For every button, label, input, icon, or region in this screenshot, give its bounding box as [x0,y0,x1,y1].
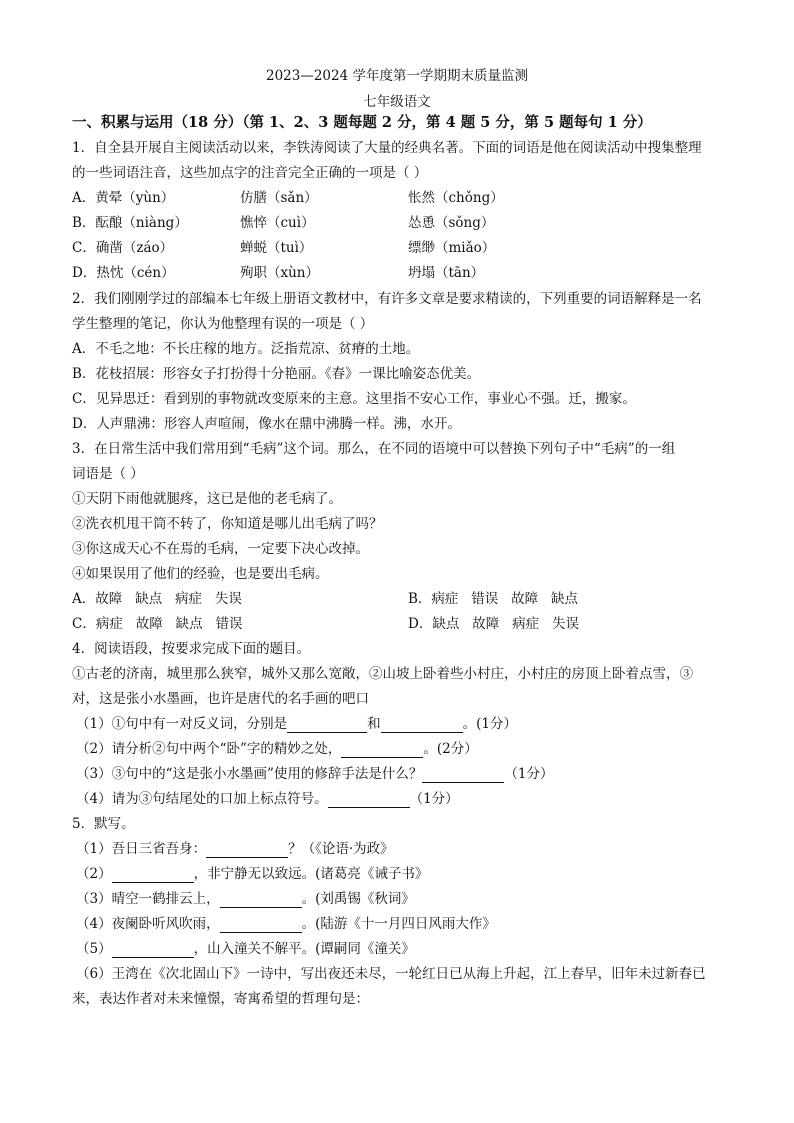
q5-item-4 [76,915,496,933]
q1-option-c-2: 蝉蜕（tuì） [240,240,313,256]
answer-blank[interactable] [206,843,288,858]
q3-option-d: D．缺点 故障 病症 失误 [408,616,579,632]
q5-item-1 [76,840,394,858]
q1-option-d-3: 坍塌（tān） [408,265,485,281]
q5-item-5-post: ，山入潼关不解平。(谭嗣同《潼关》 [193,941,415,957]
q4-sub1-text: （1）①句中有一对反义词，分别是 [76,716,288,732]
q3-option-c: C．病症 故障 缺点 错误 [72,616,243,632]
exam-title: 2023—2024 学年度第一学期期末质量监测 [265,68,528,84]
q1-option-b-3: 怂恿（sǒng） [408,215,495,231]
q3-stem-line1: 3．在日常生活中我们常用到“毛病”这个词。那么，在不同的语境中可以替换下列句子中“毛病”的一组 [72,441,676,457]
q2-option-b: B．花枝招展：形容女子打扮得十分艳丽。《春》一课比喻姿态优美。 [72,366,481,382]
q4-sub4-score: （1分） [409,791,459,807]
q2-option-c: C．见异思迁：看到别的事物就改变原来的主意。这里指不安心工作，事业心不强。迁，搬家。 [72,391,636,407]
q1-option-c-3: 缥缈（miǎo） [408,240,496,256]
q4-sub1-and: 和 [367,716,381,732]
q5-item-2 [76,865,428,883]
q4-sub3-text: （3）③句中的“这是张小水墨画”使用的修辞手法是什么？ [76,766,423,782]
q4-sub1 [76,715,517,733]
q5-item-5-pre: （5） [76,941,112,957]
q4-sub2 [76,740,478,758]
q3-sentence-3: ③你这成天心不在焉的毛病，一定要下决心改掉。 [72,541,369,557]
answer-blank[interactable] [341,743,423,758]
exam-subtitle: 七年级语文 [363,94,431,110]
q4-sub4-text: （4）请为③句结尾处的口加上标点符号。 [76,791,328,807]
q4-passage-line2: 对，这是张小水墨画，也许是唐代的名手画的吧口 [72,691,369,707]
q3-sentence-1: ①天阴下雨他就腿疼，这已是他的老毛病了。 [72,491,342,507]
answer-blank[interactable] [220,893,302,908]
q5-item-3-post: 。(刘禹锡《秋词》 [301,891,415,907]
answer-blank[interactable] [328,793,410,808]
q2-stem-line2: 学生整理的笔记，你认为他整理有误的一项是（ ） [72,316,374,332]
q3-option-a: A．故障 缺点 病症 失误 [72,591,242,607]
section-heading: 一、积累与运用（18 分）（第 1、2、3 题每题 2 分，第 4 题 5 分，第 5 题每句 1 分） [72,114,652,131]
answer-blank[interactable] [112,943,194,958]
q3-sentence-4: ④如果误用了他们的经验，也是要出毛病。 [72,566,329,582]
q5-item-4-pre: （4）夜阑卧听风吹雨， [76,916,220,932]
q4-sub3-score: （1分） [504,766,554,782]
q5-item-3-pre: （3）晴空一鹤排云上， [76,891,220,907]
answer-blank[interactable] [220,918,302,933]
q1-option-c-1: C．确凿（záo） [72,240,174,256]
q3-sentence-2: ②洗衣机甩干筒不转了，你知道是哪儿出毛病了吗？ [72,516,383,532]
answer-blank[interactable] [112,868,194,883]
q2-stem-line1: 2．我们刚刚学过的部编本七年级上册语文教材中，有许多文章是要求精读的，下列重要的词语解释是一名 [72,291,702,307]
q5-item-4-post: 。(陆游《十一月四日风雨大作》 [301,916,496,932]
q3-option-b: B．病症 错误 故障 缺点 [408,591,579,607]
q2-option-a: A．不毛之地：不长庄稼的地方。泛指荒凉、贫瘠的土地。 [72,341,420,357]
answer-blank[interactable] [287,718,367,733]
q5-item-5 [76,940,415,958]
q1-option-a-1: A．黄晕（yùn） [72,190,175,206]
q5-item-2-post: ，非宁静无以致远。(诸葛亮《诫子书》 [193,866,429,882]
q1-option-a-2: 仿膳（sǎn） [240,190,318,206]
answer-blank[interactable] [381,718,463,733]
q1-option-a-3: 怅然（chǒng） [408,190,504,206]
q1-stem-line1: 1．自全县开展自主阅读活动以来，李铁涛阅读了大量的经典名著。下面的词语是他在阅读活动中搜集整理 [72,140,702,156]
q5-stem: 5．默写。 [72,816,135,832]
q4-passage-line1: ①古老的济南，城里那么狭窄，城外又那么宽敞，②山坡上卧着些小村庄，小村庄的房顶上卧着点雪，③ [72,666,693,682]
q4-sub3 [76,765,554,783]
q5-item-2-pre: （2） [76,866,112,882]
q1-stem-line2: 的一些词语注音，这些加点字的注音完全正确的一项是（ ） [72,165,428,181]
q4-sub2-score: 。(2分） [423,741,478,757]
q4-stem: 4．阅读语段，按要求完成下面的题目。 [72,641,311,657]
q1-option-d-2: 殉职（xùn） [240,265,320,281]
q5-item-3 [76,890,415,908]
q3-stem-line2: 词语是（ ） [72,466,144,482]
q5-item-6-line2: 来，表达作者对未来憧憬，寄寓希望的哲理句是： [72,991,369,1007]
q4-sub4 [76,790,459,808]
q1-option-b-2: 憔悴（cuì） [240,215,315,231]
q5-item-1-post: ？（《论语·为政》 [288,841,394,857]
q1-option-d-1: D．热忱（cén） [72,265,175,281]
q2-option-d: D．人声鼎沸：形容人声喧闹，像水在鼎中沸腾一样。沸，水开。 [72,416,461,432]
q4-sub1-score: 。(1分） [462,716,517,732]
q1-option-b-1: B．酝酿（niàng） [72,215,188,231]
answer-blank[interactable] [422,768,504,783]
q5-item-1-pre: （1）吾日三省吾身： [76,841,207,857]
q4-sub2-text: （2）请分析②句中两个“卧”字的精妙之处， [76,741,342,757]
q5-item-6-line1: （6）王湾在《次北固山下》一诗中，写出夜还未尽，一轮红日已从海上升起，江上春早，旧年未过新春已 [76,966,706,982]
